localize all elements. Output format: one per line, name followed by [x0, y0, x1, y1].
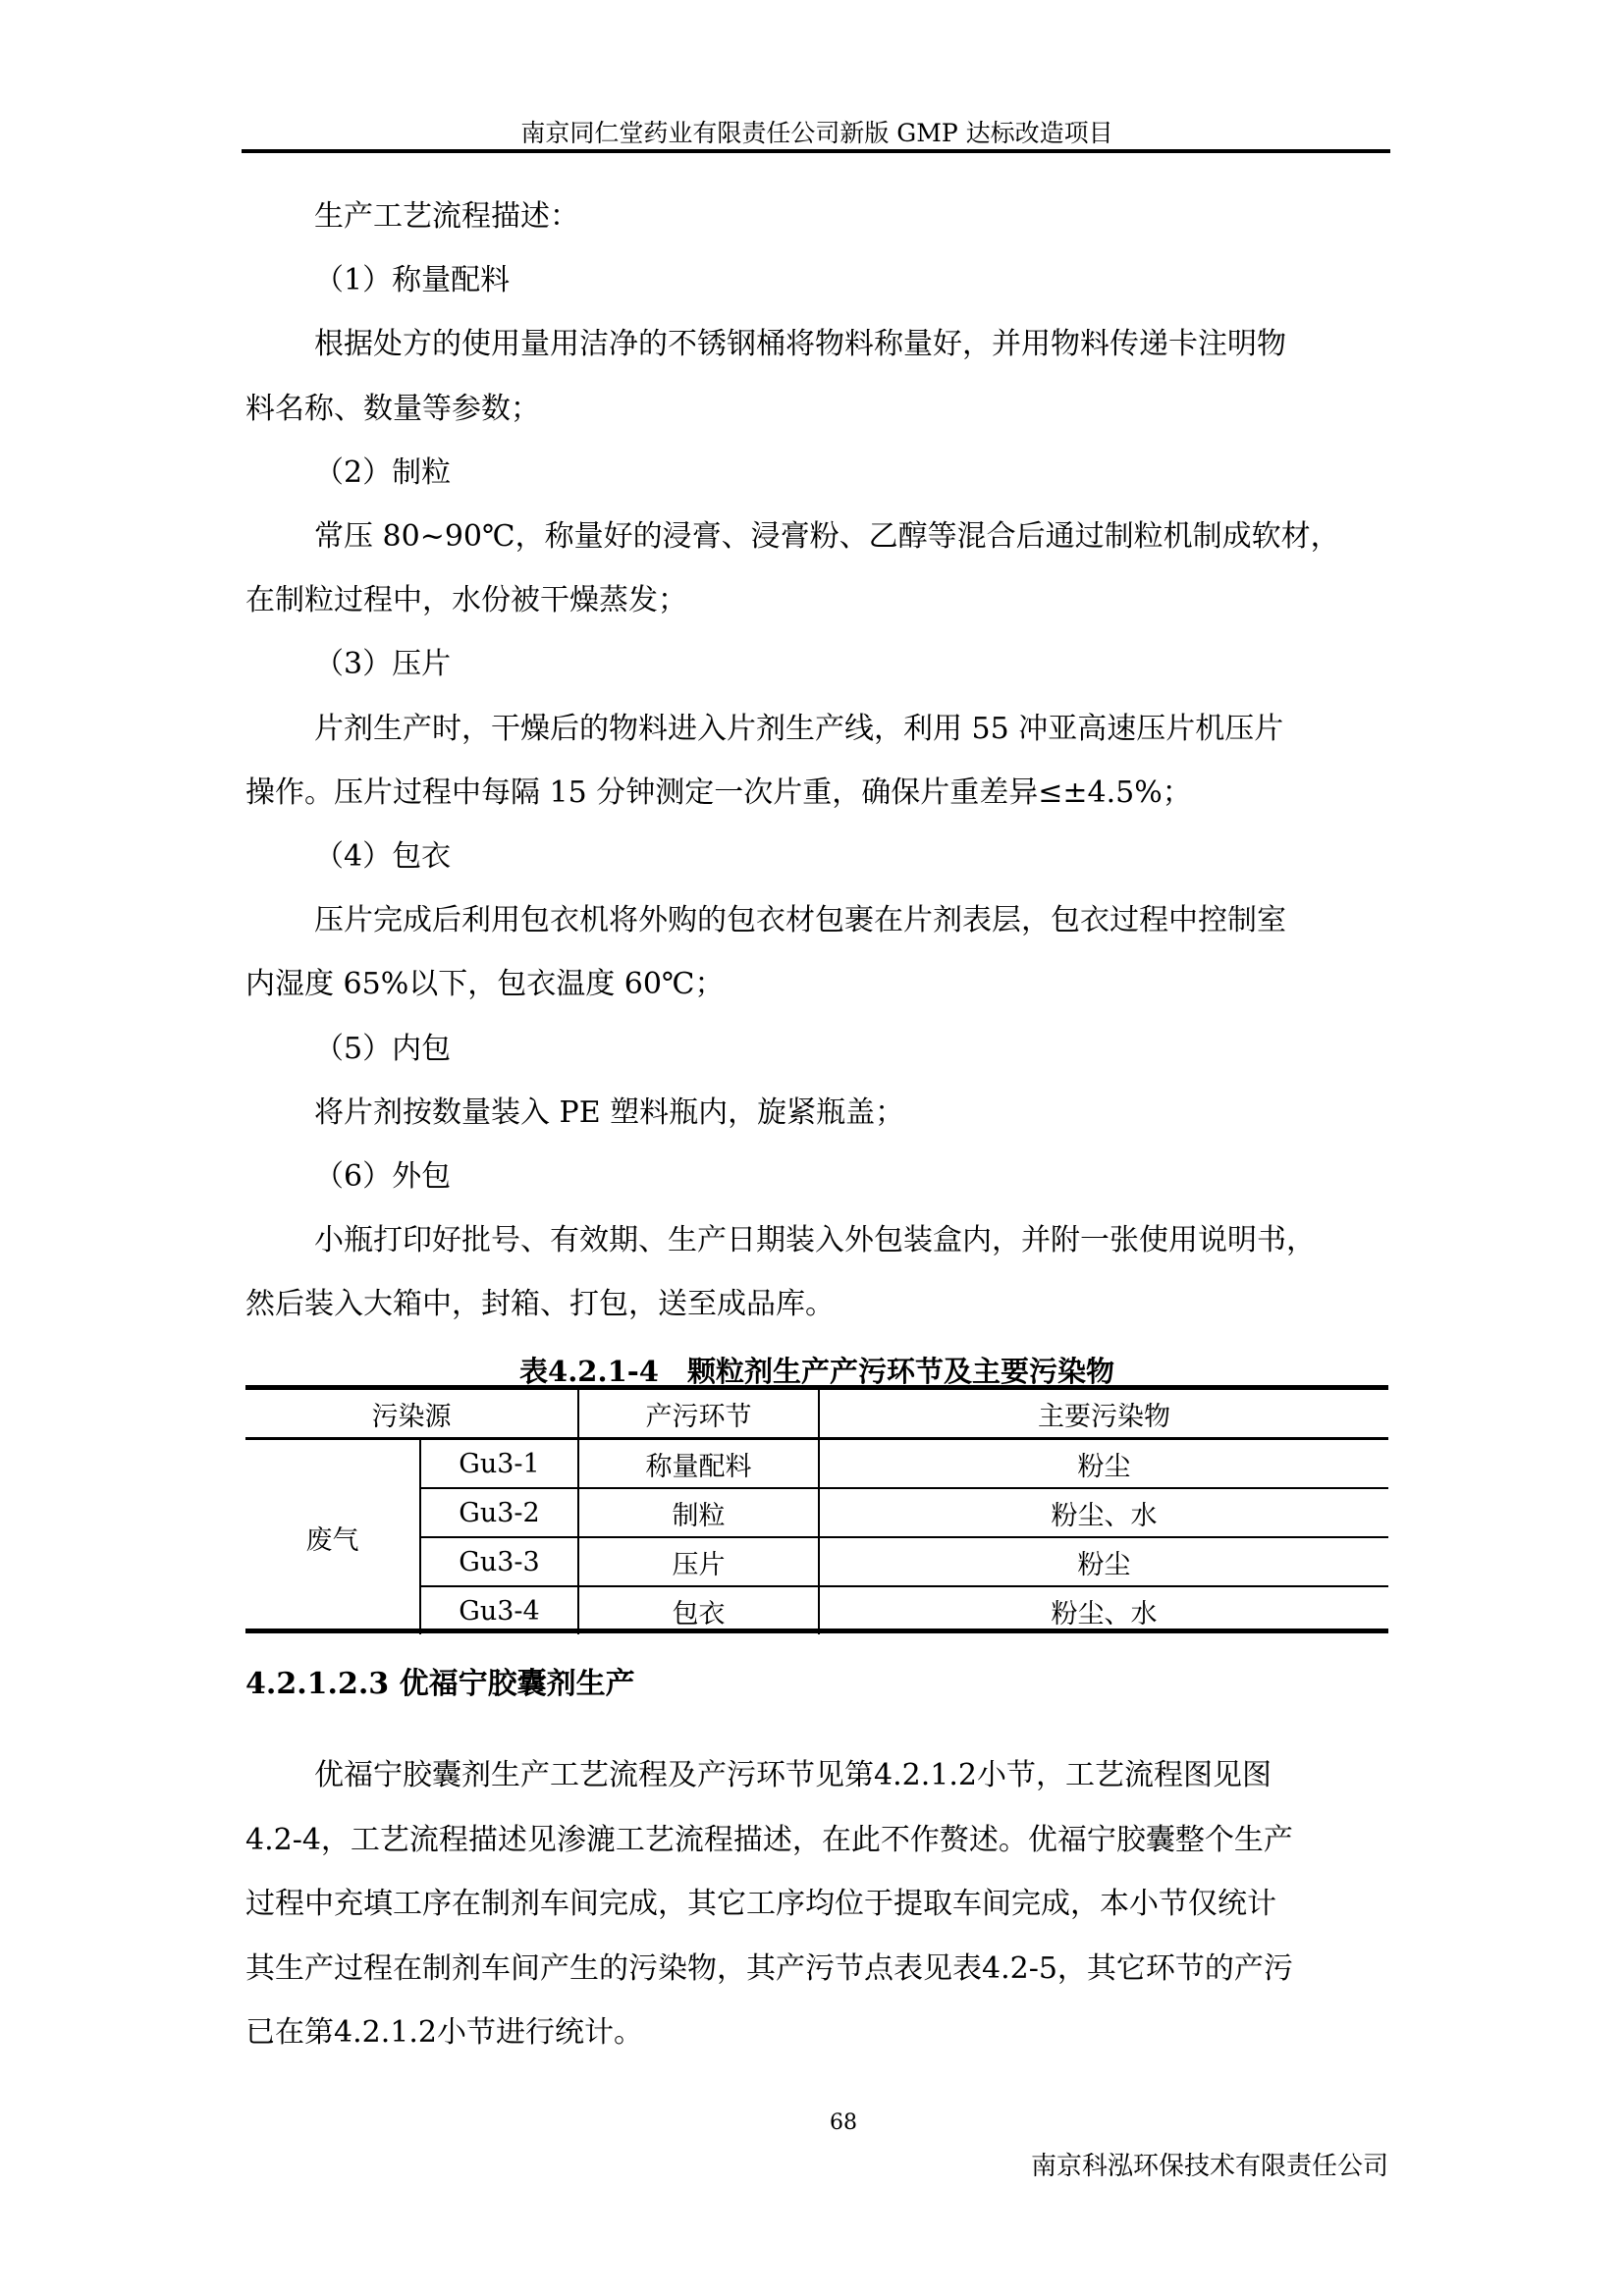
- table-header-row: [245, 1388, 1388, 1439]
- text-line: 过程中充填工序在制剂车间完成，其它工序均位于提取车间完成，本小节仅统计: [245, 1887, 1276, 1921]
- header-cell: 产污环节: [578, 1388, 819, 1439]
- text-line: 其生产过程在制剂车间产生的污染物，其产污节点表见表4.2-5，其它环节的产污: [245, 1950, 1293, 1986]
- page-number: 68: [830, 2110, 857, 2135]
- group-cell: 废气: [245, 1439, 420, 1635]
- pollutant-cell: 粉尘: [819, 1537, 1388, 1586]
- stage-cell: 称量配料: [578, 1439, 819, 1489]
- text-line: （3）压片: [314, 647, 452, 682]
- text-line: 根据处方的使用量用洁净的不锈钢桶将物料称量好，并用物料传递卡注明物: [314, 327, 1286, 362]
- text-line: 压片完成后利用包衣机将外购的包衣材包裹在片剂表层，包衣过程中控制室: [314, 903, 1286, 938]
- text-line: 小瓶打印好批号、有效期、生产日期装入外包装盒内，并附一张使用说明书，: [314, 1223, 1316, 1258]
- text-line: （4）包衣: [314, 839, 452, 874]
- text-line: 操作。压片过程中每隔 15 分钟测定一次片重，确保片重差异≤±4.5%；: [245, 774, 1192, 810]
- pollutant-cell: 粉尘、水: [819, 1586, 1388, 1634]
- text-line: 常压 80~90℃，称量好的浸膏、浸膏粉、乙醇等混合后通过制粒机制成软材，: [314, 519, 1340, 554]
- text-line: 4.2-4，工艺流程描述见渗漉工艺流程描述，在此不作赘述。优福宁胶囊整个生产: [245, 1822, 1293, 1857]
- source-id-cell: Gu3-2: [420, 1488, 578, 1537]
- text-line: 片剂生产时，干燥后的物料进入片剂生产线，利用 55 冲亚高速压片机压片: [314, 711, 1284, 746]
- footer-company: 南京科泓环保技术有限责任公司: [1030, 2152, 1388, 2181]
- source-id-cell: Gu3-3: [420, 1537, 578, 1586]
- text-line: 内湿度 65%以下，包衣温度 60℃；: [245, 967, 725, 1002]
- text-line: （6）外包: [314, 1159, 452, 1194]
- header-cell: 主要污染物: [819, 1388, 1388, 1439]
- text-line: 料名称、数量等参数；: [245, 391, 540, 426]
- text-line: （2）制粒: [314, 454, 452, 490]
- pollution-table: [245, 1385, 1388, 1634]
- text-line: 然后装入大箱中，封箱、打包，送至成品库。: [245, 1287, 835, 1322]
- running-header: 南京同仁堂药业有限责任公司新版 GMP 达标改造项目: [520, 119, 1113, 147]
- text-line: 在制粒过程中，水份被干燥蒸发；: [245, 583, 687, 618]
- stage-cell: 制粒: [578, 1488, 819, 1537]
- text-line: 生产工艺流程描述：: [314, 199, 579, 234]
- table-row: [245, 1439, 1388, 1489]
- header-cell: 污染源: [245, 1388, 578, 1439]
- source-id-cell: Gu3-1: [420, 1439, 578, 1489]
- stage-cell: 压片: [578, 1537, 819, 1586]
- text-line: 优福宁胶囊剂生产工艺流程及产污环节见第4.2.1.2小节，工艺流程图见图: [314, 1758, 1272, 1792]
- text-line: （1）称量配料: [314, 263, 511, 298]
- table-bottom-rule: [245, 1629, 1388, 1633]
- section-heading: 4.2.1.2.3 优福宁胶囊剂生产: [245, 1667, 635, 1701]
- stage-cell: 包衣: [578, 1586, 819, 1634]
- text-line: 已在第4.2.1.2小节进行统计。: [245, 2015, 643, 2050]
- text-line: 将片剂按数量装入 PE 塑料瓶内，旋紧瓶盖；: [314, 1095, 905, 1130]
- header-rule: [242, 149, 1390, 153]
- source-id-cell: Gu3-4: [420, 1586, 578, 1634]
- pollutant-cell: 粉尘、水: [819, 1488, 1388, 1537]
- pollutant-cell: 粉尘: [819, 1439, 1388, 1489]
- table-caption: 表4.2.1-4 颗粒剂生产产污环节及主要污染物: [519, 1355, 1114, 1388]
- text-line: （5）内包: [314, 1031, 452, 1066]
